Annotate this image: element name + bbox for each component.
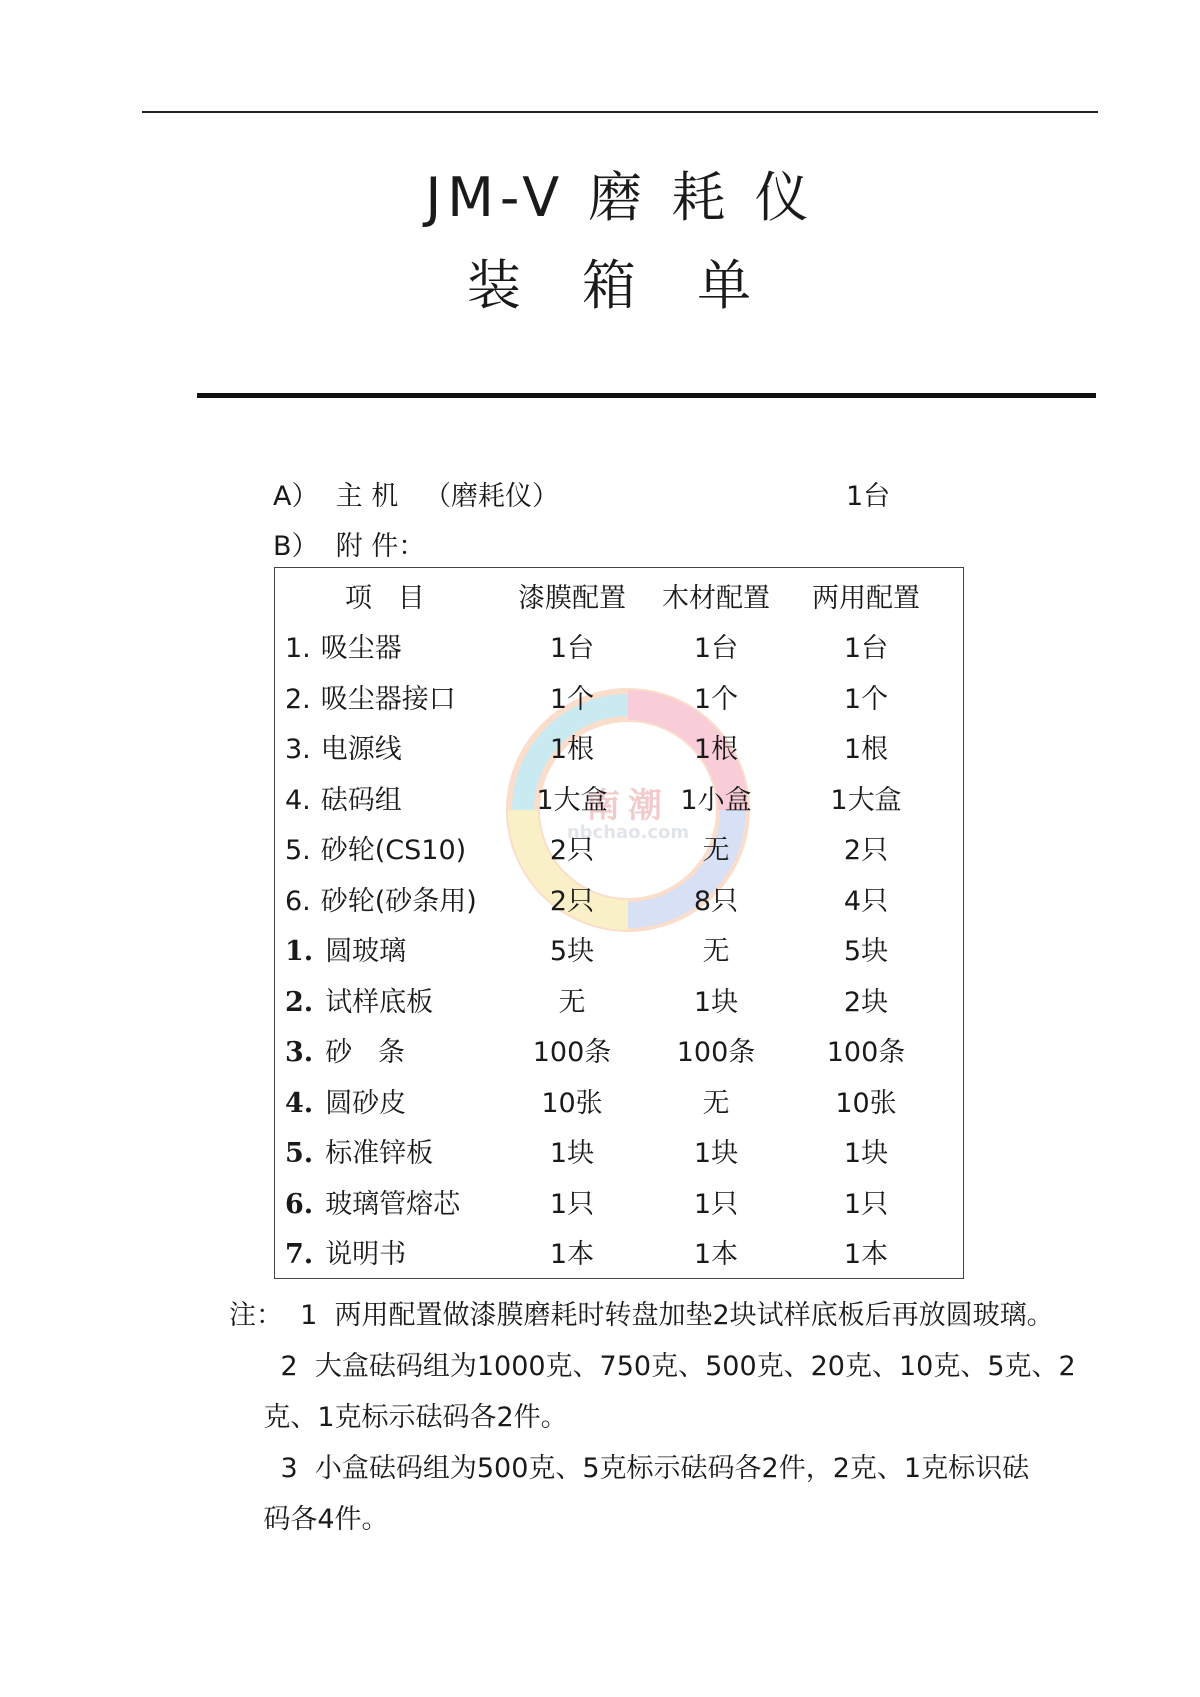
document-subtitle: 装 箱 单 [466, 254, 774, 317]
row-number: 5. [285, 1138, 314, 1169]
row-item [285, 927, 406, 977]
row-paint-qty: 1块 [549, 1138, 595, 1169]
row-name: 试样底板 [325, 986, 434, 1018]
row-wood-qty: 1台 [693, 633, 739, 664]
table-row [275, 927, 963, 977]
row-item [285, 1180, 460, 1230]
row-dual-qty: 1个 [843, 683, 889, 715]
note-1: 注： 1 两用配置做漆膜磨耗时转盘加垫2块试样底板后再放圆玻璃。 [229, 1300, 1054, 1331]
row-dual-qty: 100条 [826, 1037, 906, 1068]
row-wood-qty: 无 [702, 1087, 730, 1119]
table-row [275, 877, 963, 927]
header-item: 项 目 [345, 583, 425, 614]
row-wood-qty: 1块 [693, 1138, 739, 1169]
packing-table [274, 567, 964, 1279]
row-name: 电源线 [320, 734, 402, 765]
row-paint-qty: 1只 [549, 1188, 595, 1220]
row-number: 6. [285, 885, 311, 917]
row-dual-qty: 2块 [843, 986, 889, 1018]
table-row [275, 1129, 963, 1179]
table-header-row [275, 574, 963, 624]
row-name: 说明书 [325, 1239, 407, 1270]
row-item [285, 624, 402, 674]
section-a-label: A） 主 机 （磨耗仪） [273, 481, 559, 512]
row-item [285, 1079, 406, 1129]
row-dual-qty: 1根 [843, 734, 889, 765]
row-name: 吸尘器 [320, 633, 402, 664]
row-wood-qty: 1根 [693, 734, 739, 765]
row-wood-qty: 无 [702, 936, 730, 967]
row-item [285, 877, 477, 927]
header-wood-config: 木材配置 [662, 583, 770, 614]
row-paint-qty: 无 [558, 986, 586, 1018]
row-number: 1. [285, 936, 314, 967]
row-item [285, 1028, 405, 1078]
row-dual-qty: 2只 [843, 835, 889, 866]
row-name: 砝码组 [320, 784, 402, 816]
row-name: 砂轮(CS10) [320, 835, 467, 866]
table-row [275, 776, 963, 826]
row-name: 圆砂皮 [325, 1087, 407, 1119]
table-row [275, 1028, 963, 1078]
row-number: 3. [285, 1037, 314, 1068]
row-wood-qty: 无 [702, 835, 730, 866]
row-number: 7. [285, 1239, 314, 1270]
row-item [285, 675, 456, 725]
row-name: 吸尘器接口 [320, 683, 456, 715]
top-rule [142, 111, 1098, 113]
row-dual-qty: 1大盒 [830, 784, 902, 816]
row-paint-qty: 2只 [549, 835, 595, 866]
row-number: 2. [285, 986, 314, 1018]
table-row [275, 1180, 963, 1230]
row-name: 标准锌板 [325, 1138, 434, 1169]
row-number: 1. [285, 633, 311, 664]
watermark-url: nbchao.com [566, 822, 690, 843]
row-paint-qty: 1台 [549, 633, 595, 664]
row-dual-qty: 4只 [843, 885, 889, 917]
table-row [275, 978, 963, 1028]
row-name: 圆玻璃 [325, 936, 407, 967]
row-number: 2. [285, 683, 311, 715]
row-dual-qty: 5块 [843, 936, 889, 967]
table-row [275, 675, 963, 725]
row-item [285, 826, 466, 876]
row-item [285, 776, 402, 826]
row-item [285, 1129, 433, 1179]
row-number: 5. [285, 835, 311, 866]
row-dual-qty: 1本 [843, 1239, 889, 1270]
row-paint-qty: 100条 [532, 1037, 612, 1068]
row-dual-qty: 1只 [843, 1188, 889, 1220]
row-wood-qty: 1本 [693, 1239, 739, 1270]
note-2: 2 大盒砝码组为1000克、750克、500克、20克、10克、5克、2 [229, 1351, 1076, 1382]
row-number: 4. [285, 1087, 314, 1119]
row-dual-qty: 1台 [843, 633, 889, 664]
note-3: 3 小盒砝码组为500克、5克标示砝码各2件，2克、1克标识砝 [229, 1453, 1030, 1484]
row-paint-qty: 5块 [549, 936, 595, 967]
table-row [275, 624, 963, 674]
section-a-quantity: 1台 [846, 481, 891, 512]
row-wood-qty: 100条 [676, 1037, 756, 1068]
table-row [275, 826, 963, 876]
note-3-cont: 码各4件。 [229, 1504, 389, 1535]
table-row [275, 1230, 963, 1280]
header-dual-config: 两用配置 [812, 583, 920, 614]
section-b-label: B） 附 件： [273, 531, 426, 562]
table-row [275, 725, 963, 775]
row-wood-qty: 1个 [693, 683, 739, 715]
row-wood-qty: 1块 [693, 986, 739, 1018]
row-wood-qty: 8只 [693, 885, 739, 917]
row-wood-qty: 1小盒 [680, 784, 752, 816]
row-name: 砂 条 [325, 1037, 405, 1068]
row-number: 4. [285, 784, 311, 816]
row-wood-qty: 1只 [693, 1188, 739, 1220]
document-title: JM-V 磨 耗 仪 [425, 166, 815, 229]
row-dual-qty: 10张 [835, 1087, 897, 1119]
row-name: 砂轮(砂条用) [320, 885, 477, 917]
table-row [275, 1079, 963, 1129]
row-dual-qty: 1块 [843, 1138, 889, 1169]
row-paint-qty: 10张 [541, 1087, 603, 1119]
row-paint-qty: 1个 [549, 683, 595, 715]
header-paint-config: 漆膜配置 [518, 583, 626, 614]
thick-divider [197, 393, 1096, 398]
watermark-text: 南潮 [586, 786, 670, 826]
row-item [285, 1230, 406, 1280]
row-item [285, 978, 433, 1028]
row-item [285, 725, 402, 775]
row-paint-qty: 1本 [549, 1239, 595, 1270]
row-number: 3. [285, 734, 311, 765]
note-2-cont: 克、1克标示砝码各2件。 [229, 1402, 568, 1433]
notes-block [229, 1290, 1099, 1545]
row-paint-qty: 1根 [549, 734, 595, 765]
row-number: 6. [285, 1188, 314, 1220]
row-paint-qty: 2只 [549, 885, 595, 917]
row-paint-qty: 1大盒 [536, 784, 608, 816]
row-name: 玻璃管熔芯 [325, 1188, 461, 1220]
